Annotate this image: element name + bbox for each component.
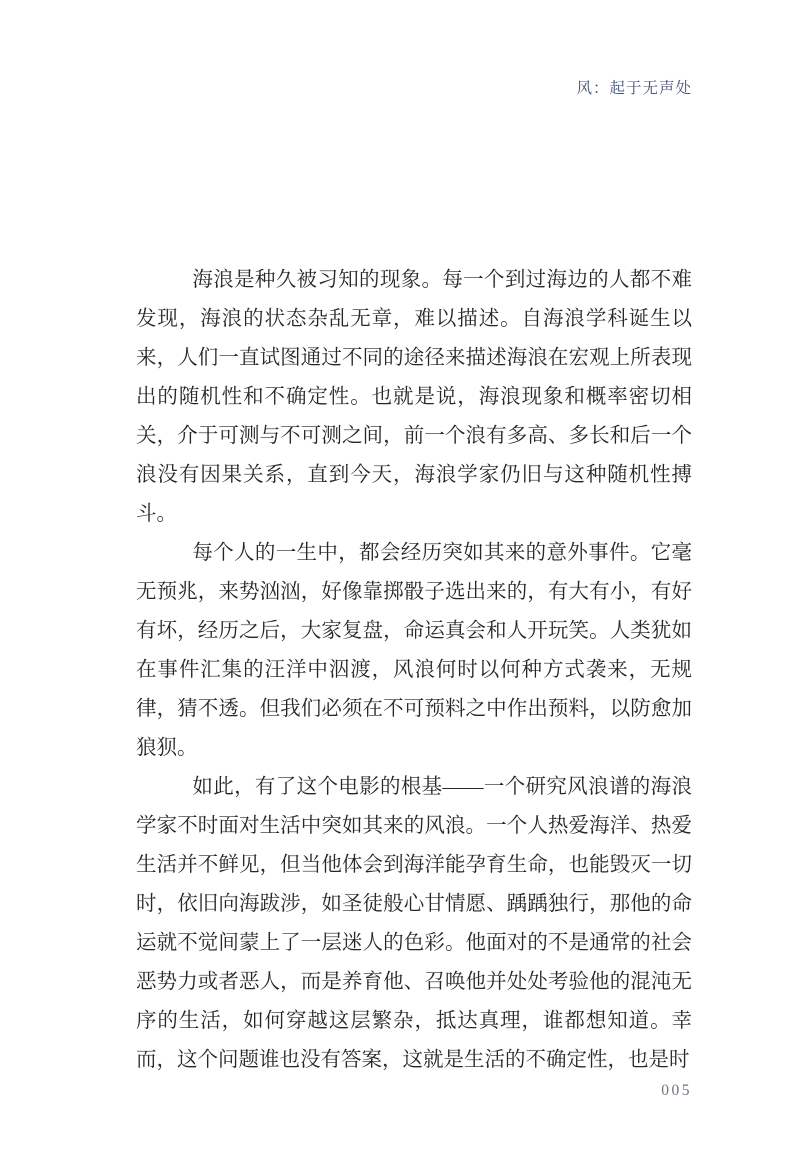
paragraph: 如此，有了这个电影的根基——一个研究风浪谱的海浪学家不时面对生活中突如其来的风浪。一个人热爱海洋、热爱生活并不鲜见，但当他体会到海洋能孕育生命，也能毁灭一切时，依旧向海跋涉，如圣徒般心甘情愿、踽踽独行，那他的命运就不觉间蒙上了一层迷人的色彩。他面对的不是通常的社会恶势力或者恶人，而是养育他、召唤他并处处考验他的混沌无序的生活，如何穿越这层繁杂，抵达真理，谁都想知道。幸而，这个问题谁也没有答案，这就是生活的不确定性，也是时	[136, 776, 692, 1071]
paragraph: 海浪是种久被习知的现象。每一个到过海边的人都不难发现，海浪的状态杂乱无章，难以描述。自海浪学科诞生以来，人们一直试图通过不同的途径来描述海浪在宏观上所表现出的随机性和不确定性。也就是说，海浪现象和概率密切相关，介于可测与不可测之间，前一个浪有多高、多长和后一个浪没有因果关系，直到今天，海浪学家仍旧与这种随机性搏斗。	[136, 269, 692, 525]
running-header: 风：起于无声处	[576, 80, 692, 97]
paragraph: 每个人的一生中，都会经历突如其来的意外事件。它毫无预兆，来势汹汹，好像靠掷骰子选出来的，有大有小，有好有坏，经历之后，大家复盘，命运真会和人开玩笑。人类犹如在事件汇集的汪洋中泅渡，风浪何时以何种方式袭来，无规律，猜不透。但我们必须在不可预料之中作出预料，以防愈加狼狈。	[136, 542, 692, 759]
body-text	[136, 261, 692, 1080]
page-number: 005	[661, 1082, 692, 1099]
